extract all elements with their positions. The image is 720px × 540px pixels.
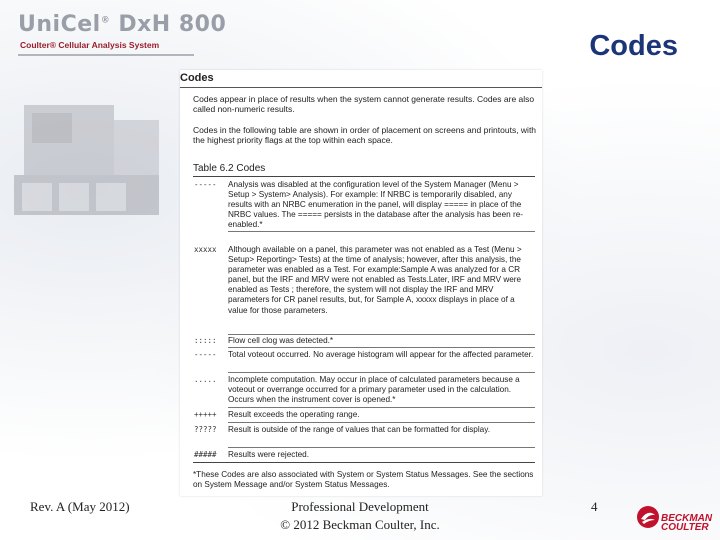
row-divider [228,372,535,373]
code-cell: ????? [194,425,217,434]
row-divider [228,407,535,408]
description-cell: Although available on a panel, this parameter was not enabled as a Test (Menu > Setup> Reporting> Tests) at the time of analysis; however, after this analysis, the parameter was enabled as a Test. For example:Sample A was analyzed for a CR panel, but the IRF and MRV were not enabled as Tests.Later, IRF and MRV were enabled as Tests ; therefore, the system will not display the IRF and MRV parameters for CR panel results, but, for Sample A, xxxxx displays in place of a value for those parameters. [228,245,522,315]
row-divider [228,334,535,335]
brand-wordmark: BECKMAN COULTER [661,513,713,533]
row-divider [228,447,535,448]
footer-line-2: © 2012 Beckman Coulter, Inc. [280,517,440,532]
description-cell: Analysis was disabled at the configuration level of the System Manager (Menu > Setup > System> Analysis). For example: If NRBC is temporarily disabled, any results with an NRBC enumeration in the panel, will display ===== in place of the NRBC values. The ===== persists in the database after the analysis has been re-enabled.* [228,180,523,230]
description-cell: Flow cell clog was detected.* [228,336,334,345]
footer-credits [230,498,490,534]
brand-mark-icon [636,505,660,529]
code-cell: xxxxx [194,245,217,254]
description-cell: Result exceeds the operating range. [228,410,360,419]
instrument-image [4,75,174,225]
footnote: *These Codes are also associated with System or System Status Messages. See the sections on System Message and/or System Status Messages. [193,470,534,489]
slide-title: Codes [589,30,678,62]
description-cell: Incomplete computation. May occur in place of calculated parameters because a voteout or overrange occurred for a primary parameter used in the calculation. Occurs when the instrument cover is opened.* [228,375,520,405]
row-divider [228,347,535,348]
header-divider [18,54,194,56]
slide-header [0,0,720,60]
code-cell: ..... [194,375,217,384]
table-bottom-rule [193,462,535,463]
description-cell: Result is outside of the range of values that can be formatted for display. [228,425,490,434]
code-cell: ----- [194,350,217,359]
table-caption: Table 6.2 Codes [193,163,266,174]
section-heading: Codes [180,72,214,84]
heading-rule [180,87,542,88]
page-number: 4 [591,499,598,514]
row-divider [228,231,535,232]
revision-label: Rev. A (May 2012) [30,499,130,514]
description-cell: Total voteout occurred. No average histogram will appear for the affected parameter. [228,350,534,359]
code-cell: ----- [194,180,217,189]
product-logo-subtitle: Coulter® Cellular Analysis System [20,40,160,50]
code-cell: ##### [194,450,217,459]
row-divider [228,422,535,423]
product-logo: UniCel® DxH 800 [18,12,227,37]
manual-page [180,70,542,496]
footer-line-1: Professional Development [291,499,429,514]
intro-paragraph: Codes appear in place of results when the system cannot generate results. Codes are also called non-numeric results. [193,94,535,114]
table-top-rule [193,176,535,177]
description-cell: Results were rejected. [228,450,309,459]
order-paragraph: Codes in the following table are shown in order of placement on screens and printouts, with the highest priority flags at the top within each space. [193,125,537,145]
code-cell: +++++ [194,410,217,419]
code-cell: ::::: [194,336,217,345]
beckman-coulter-logo [636,500,720,540]
